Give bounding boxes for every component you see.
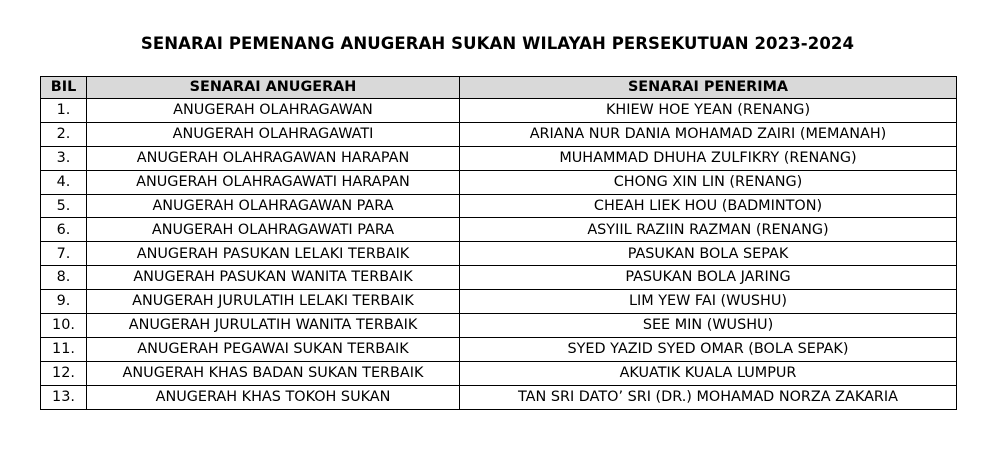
cell-award: ANUGERAH PASUKAN LELAKI TERBAIK xyxy=(87,242,460,266)
cell-bil: 7. xyxy=(41,242,87,266)
awards-table xyxy=(40,76,957,410)
header-award: SENARAI ANUGERAH xyxy=(87,77,460,99)
cell-award: ANUGERAH KHAS BADAN SUKAN TERBAIK xyxy=(87,361,460,385)
cell-award: ANUGERAH OLAHRAGAWATI PARA xyxy=(87,218,460,242)
cell-bil: 3. xyxy=(41,146,87,170)
table-row xyxy=(41,314,957,338)
cell-winner: CHEAH LIEK HOU (BADMINTON) xyxy=(460,194,957,218)
cell-bil: 1. xyxy=(41,99,87,123)
table-header-row xyxy=(41,77,957,99)
cell-winner: ASYIIL RAZIIN RAZMAN (RENANG) xyxy=(460,218,957,242)
cell-bil: 6. xyxy=(41,218,87,242)
cell-winner: ARIANA NUR DANIA MOHAMAD ZAIRI (MEMANAH) xyxy=(460,122,957,146)
table-row xyxy=(41,122,957,146)
table-row xyxy=(41,170,957,194)
header-bil: BIL xyxy=(41,77,87,99)
cell-winner: SEE MIN (WUSHU) xyxy=(460,314,957,338)
table-row xyxy=(41,385,957,409)
table-row xyxy=(41,146,957,170)
cell-bil: 13. xyxy=(41,385,87,409)
cell-award: ANUGERAH PEGAWAI SUKAN TERBAIK xyxy=(87,337,460,361)
table-row xyxy=(41,361,957,385)
table-row xyxy=(41,242,957,266)
cell-winner: TAN SRI DATO’ SRI (DR.) MOHAMAD NORZA ZAKARIA xyxy=(460,385,957,409)
cell-award: ANUGERAH KHAS TOKOH SUKAN xyxy=(87,385,460,409)
cell-bil: 12. xyxy=(41,361,87,385)
cell-bil: 8. xyxy=(41,266,87,290)
cell-winner: AKUATIK KUALA LUMPUR xyxy=(460,361,957,385)
cell-award: ANUGERAH OLAHRAGAWAN PARA xyxy=(87,194,460,218)
table-row xyxy=(41,337,957,361)
page-title: SENARAI PEMENANG ANUGERAH SUKAN WILAYAH PERSEKUTUAN 2023-2024 xyxy=(140,34,855,53)
cell-winner: PASUKAN BOLA JARING xyxy=(460,266,957,290)
cell-bil: 4. xyxy=(41,170,87,194)
cell-bil: 11. xyxy=(41,337,87,361)
cell-award: ANUGERAH OLAHRAGAWATI HARAPAN xyxy=(87,170,460,194)
cell-award: ANUGERAH PASUKAN WANITA TERBAIK xyxy=(87,266,460,290)
cell-award: ANUGERAH OLAHRAGAWAN xyxy=(87,99,460,123)
table-row xyxy=(41,99,957,123)
cell-award: ANUGERAH OLAHRAGAWAN HARAPAN xyxy=(87,146,460,170)
cell-bil: 10. xyxy=(41,314,87,338)
header-winner: SENARAI PENERIMA xyxy=(460,77,957,99)
cell-winner: MUHAMMAD DHUHA ZULFIKRY (RENANG) xyxy=(460,146,957,170)
table-row xyxy=(41,290,957,314)
table-row xyxy=(41,194,957,218)
cell-winner: PASUKAN BOLA SEPAK xyxy=(460,242,957,266)
cell-award: ANUGERAH JURULATIH LELAKI TERBAIK xyxy=(87,290,460,314)
cell-bil: 9. xyxy=(41,290,87,314)
table-row xyxy=(41,218,957,242)
cell-winner: KHIEW HOE YEAN (RENANG) xyxy=(460,99,957,123)
cell-award: ANUGERAH JURULATIH WANITA TERBAIK xyxy=(87,314,460,338)
cell-bil: 2. xyxy=(41,122,87,146)
cell-bil: 5. xyxy=(41,194,87,218)
cell-winner: SYED YAZID SYED OMAR (BOLA SEPAK) xyxy=(460,337,957,361)
cell-winner: LIM YEW FAI (WUSHU) xyxy=(460,290,957,314)
cell-award: ANUGERAH OLAHRAGAWATI xyxy=(87,122,460,146)
cell-winner: CHONG XIN LIN (RENANG) xyxy=(460,170,957,194)
table-row xyxy=(41,266,957,290)
